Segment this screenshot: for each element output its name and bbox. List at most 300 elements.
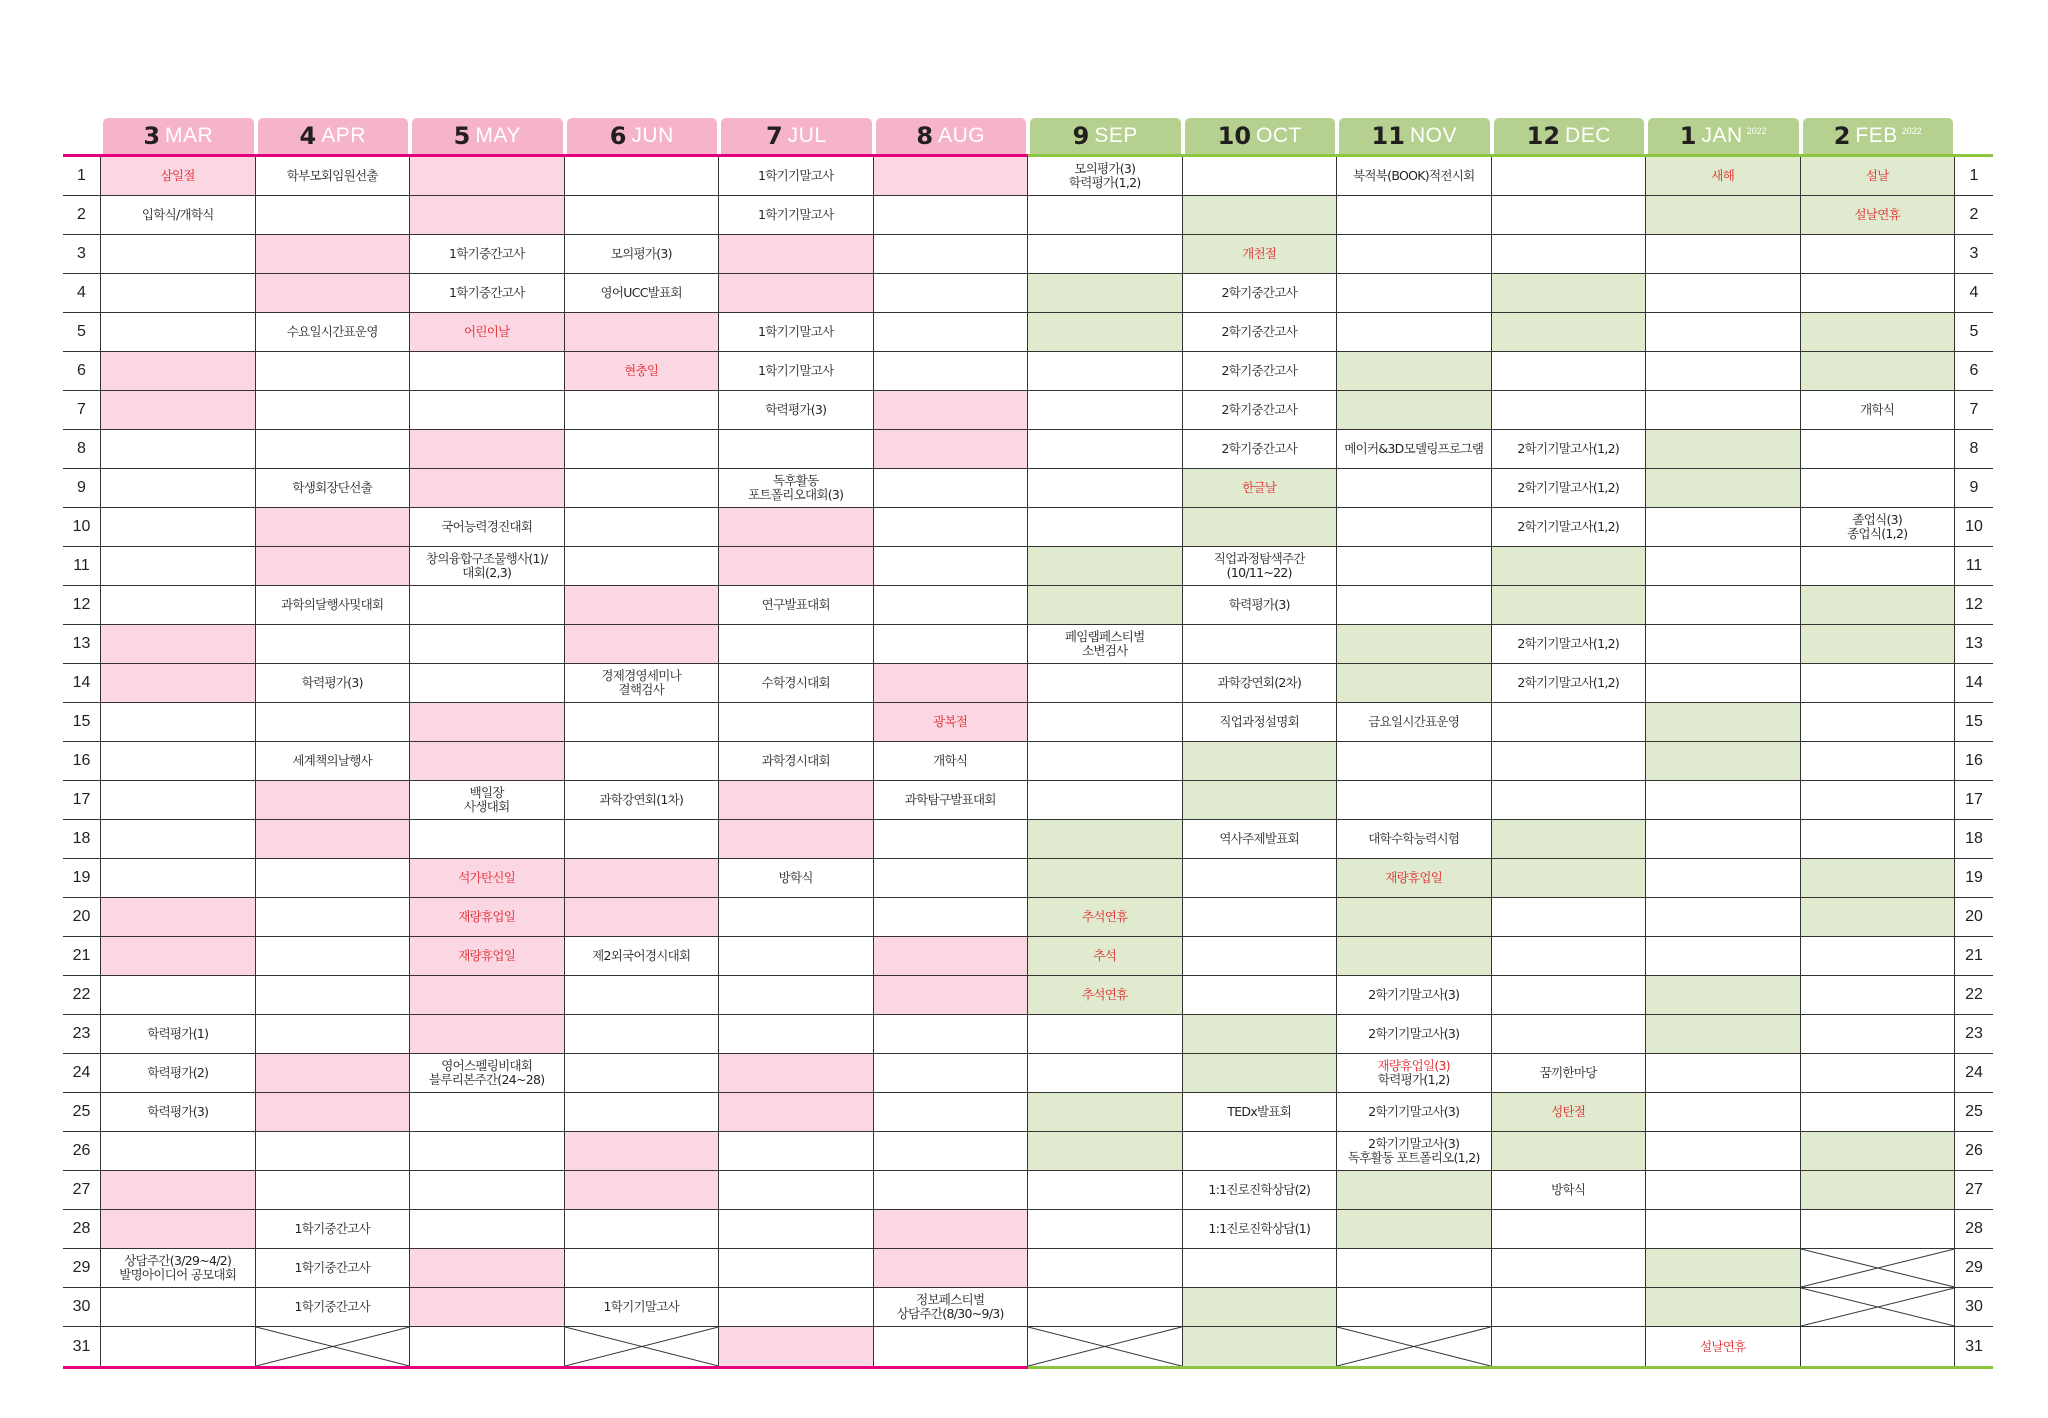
day-cell-may-23 [410, 1015, 565, 1054]
day-cell-sep-23 [1028, 1015, 1183, 1054]
day-cell-jun-3 [565, 235, 720, 274]
event-entry [1711, 169, 1734, 183]
event-entry [762, 598, 830, 612]
day-cell-jul-17 [719, 781, 874, 820]
day-cell-may-21 [410, 937, 565, 976]
day-cell-feb-5 [1801, 313, 1956, 352]
event-entry [294, 1261, 370, 1275]
event-entry [1242, 247, 1276, 261]
day-cell-jun-30 [565, 1288, 720, 1327]
event-label: 1학기중간고사 [448, 285, 525, 300]
day-cell-aug-25 [874, 1093, 1029, 1132]
day-cell-feb-2 [1801, 196, 1956, 235]
day-cell-sep-24 [1028, 1054, 1183, 1093]
day-cell-jun-1 [565, 157, 720, 196]
event-entry [429, 1059, 544, 1087]
day-cell-nov-2 [1337, 196, 1492, 235]
nonexistent-date-cell-feb-29 [1801, 1249, 1956, 1288]
holiday-label: 광복절 [933, 714, 968, 729]
month-abbr: JUN [631, 124, 674, 147]
day-cell-feb-7 [1801, 391, 1956, 430]
day-cell-aug-15 [874, 703, 1029, 742]
event-entry [758, 169, 834, 183]
day-cell-oct-9 [1183, 469, 1338, 508]
month-abbr: JAN [1701, 124, 1743, 147]
day-cell-dec-3 [1492, 235, 1647, 274]
day-cell-dec-18 [1492, 820, 1647, 859]
day-cell-jan-6 [1646, 352, 1801, 391]
day-cell-mar-12 [101, 586, 256, 625]
event-label: 학력평가(3) [765, 402, 827, 417]
event-label: 학생회장단선출 [292, 480, 373, 495]
event-label: 제2외국어경시대회 [592, 948, 691, 963]
day-number-left: 14 [63, 664, 101, 703]
day-cell-nov-5 [1337, 313, 1492, 352]
day-cell-apr-4 [256, 274, 411, 313]
month-abbr: AUG [938, 124, 986, 147]
month-abbr: MAY [475, 124, 521, 147]
day-number-right: 16 [1955, 742, 1993, 781]
holiday-label: 재량휴업일(3) [1377, 1058, 1450, 1073]
day-cell-jun-20 [565, 898, 720, 937]
event-entry [1069, 162, 1141, 190]
day-cell-may-12 [410, 586, 565, 625]
event-label: 1학기중간고사 [294, 1221, 370, 1236]
day-number-right: 30 [1955, 1288, 1993, 1327]
month-tab-dec [1494, 118, 1645, 154]
holiday-label: 설날연휴 [1699, 1338, 1746, 1354]
event-entry [1221, 325, 1297, 339]
day-cell-mar-3 [101, 235, 256, 274]
day-cell-mar-25 [101, 1093, 256, 1132]
day-cell-sep-6 [1028, 352, 1183, 391]
event-label: 1학기기말고사 [757, 207, 834, 222]
day-cell-jun-24 [565, 1054, 720, 1093]
month-number: 11 [1371, 122, 1405, 150]
event-label: 2학기중간고사 [1221, 402, 1297, 417]
day-cell-oct-27 [1183, 1171, 1338, 1210]
day-number-left: 20 [63, 898, 101, 937]
day-cell-mar-15 [101, 703, 256, 742]
day-number-right: 20 [1955, 898, 1993, 937]
day-cell-oct-6 [1183, 352, 1338, 391]
day-number-left: 15 [63, 703, 101, 742]
day-cell-mar-20 [101, 898, 256, 937]
day-cell-dec-31 [1492, 1327, 1647, 1366]
day-cell-apr-16 [256, 742, 411, 781]
event-label: 1:1진로진학상담(1) [1208, 1221, 1311, 1236]
day-cell-may-4 [410, 274, 565, 313]
day-number-left: 6 [63, 352, 101, 391]
holiday-label: 삼일절 [160, 168, 195, 183]
day-cell-sep-1 [1028, 157, 1183, 196]
event-entry [1517, 637, 1619, 651]
day-cell-apr-27 [256, 1171, 411, 1210]
day-cell-jun-6 [565, 352, 720, 391]
day-cell-mar-7 [101, 391, 256, 430]
event-label: 2학기기말고사(3) [1368, 987, 1460, 1002]
event-entry [601, 669, 681, 697]
day-cell-oct-28 [1183, 1210, 1338, 1249]
day-cell-aug-4 [874, 274, 1029, 313]
day-cell-jul-3 [719, 235, 874, 274]
event-entry [1344, 442, 1483, 456]
day-cell-jul-25 [719, 1093, 874, 1132]
event-label: 과학경시대회 [761, 753, 830, 768]
day-cell-aug-13 [874, 625, 1029, 664]
day-cell-aug-16 [874, 742, 1029, 781]
event-label: 학력평가(3) [301, 675, 363, 690]
holiday-label: 추석 [1093, 948, 1117, 963]
day-cell-oct-2 [1183, 196, 1338, 235]
day-cell-nov-1 [1337, 157, 1492, 196]
holiday-label: 한글날 [1242, 480, 1277, 495]
day-cell-oct-17 [1183, 781, 1338, 820]
cross-out-mark [1028, 1327, 1182, 1366]
event-entry [458, 949, 515, 963]
day-cell-jan-10 [1646, 508, 1801, 547]
day-cell-feb-14 [1801, 664, 1956, 703]
day-cell-sep-21 [1028, 937, 1183, 976]
day-cell-dec-9 [1492, 469, 1647, 508]
day-number-right: 10 [1955, 508, 1993, 547]
day-cell-mar-21 [101, 937, 256, 976]
cross-out-mark [565, 1327, 719, 1366]
day-cell-jul-19 [719, 859, 874, 898]
day-cell-nov-10 [1337, 508, 1492, 547]
event-label: 1학기중간고사 [294, 1260, 370, 1275]
event-entry [142, 208, 214, 222]
month-number: 5 [453, 122, 471, 150]
day-number-right: 1 [1955, 157, 1993, 196]
day-cell-aug-9 [874, 469, 1029, 508]
event-label: 2학기기말고사(3) [1368, 1026, 1460, 1041]
event-entry [905, 793, 996, 807]
day-cell-mar-18 [101, 820, 256, 859]
nonexistent-date-cell-sep-31 [1028, 1327, 1183, 1366]
event-entry [758, 208, 834, 222]
day-cell-aug-29 [874, 1249, 1029, 1288]
event-label: 수요일시간표운영 [286, 324, 378, 339]
day-cell-mar-30 [101, 1288, 256, 1327]
day-cell-oct-1 [1183, 157, 1338, 196]
day-cell-apr-11 [256, 547, 411, 586]
day-cell-dec-30 [1492, 1288, 1647, 1327]
month-tab-aug [876, 118, 1027, 154]
day-cell-jul-30 [719, 1288, 874, 1327]
day-number-right: 4 [1955, 274, 1993, 313]
event-label: 직업과정설명회 [1219, 714, 1300, 729]
day-cell-apr-26 [256, 1132, 411, 1171]
day-cell-aug-6 [874, 352, 1029, 391]
day-cell-oct-14 [1183, 664, 1338, 703]
day-cell-nov-8 [1337, 430, 1492, 469]
day-cell-feb-28 [1801, 1210, 1956, 1249]
day-cell-sep-30 [1028, 1288, 1183, 1327]
event-entry [287, 169, 378, 183]
day-cell-jan-19 [1646, 859, 1801, 898]
day-number-left: 8 [63, 430, 101, 469]
month-abbr: APR [321, 124, 366, 147]
event-entry [1517, 442, 1619, 456]
month-tab-nov [1339, 118, 1490, 154]
day-cell-mar-5 [101, 313, 256, 352]
day-number-right: 24 [1955, 1054, 1993, 1093]
event-label: 연구발표대회 [761, 597, 830, 612]
day-cell-jun-4 [565, 274, 720, 313]
day-cell-nov-3 [1337, 235, 1492, 274]
day-cell-jun-22 [565, 976, 720, 1015]
day-cell-may-11 [410, 547, 565, 586]
day-cell-may-1 [410, 157, 565, 196]
day-cell-mar-14 [101, 664, 256, 703]
day-cell-oct-23 [1183, 1015, 1338, 1054]
event-label: 창의융합구조물행사(1)/ [426, 551, 548, 566]
day-cell-nov-28 [1337, 1210, 1492, 1249]
event-entry [458, 871, 515, 885]
day-cell-jan-5 [1646, 313, 1801, 352]
event-label: 학력평가(1) [147, 1026, 209, 1041]
day-cell-mar-31 [101, 1327, 256, 1366]
day-cell-jun-21 [565, 937, 720, 976]
day-cell-nov-15 [1337, 703, 1492, 742]
day-number-right: 25 [1955, 1093, 1993, 1132]
event-label: 1학기기말고사 [757, 168, 834, 183]
day-cell-oct-3 [1183, 235, 1338, 274]
day-cell-aug-22 [874, 976, 1029, 1015]
event-entry [1700, 1340, 1746, 1354]
day-cell-apr-12 [256, 586, 411, 625]
day-cell-feb-10 [1801, 508, 1956, 547]
day-cell-jul-16 [719, 742, 874, 781]
day-cell-jul-15 [719, 703, 874, 742]
day-cell-jul-23 [719, 1015, 874, 1054]
calendar-grid [63, 157, 1993, 1366]
event-entry [1866, 169, 1889, 183]
event-entry [1221, 286, 1297, 300]
event-entry [294, 1222, 370, 1236]
day-cell-jan-13 [1646, 625, 1801, 664]
day-cell-dec-10 [1492, 508, 1647, 547]
header-spacer-left [63, 118, 101, 154]
event-entry [302, 676, 363, 690]
day-cell-oct-8 [1183, 430, 1338, 469]
day-cell-nov-11 [1337, 547, 1492, 586]
day-number-right: 5 [1955, 313, 1993, 352]
day-cell-jan-7 [1646, 391, 1801, 430]
day-cell-may-27 [410, 1171, 565, 1210]
day-cell-jul-8 [719, 430, 874, 469]
event-label: 페임랩페스티벌 [1064, 629, 1145, 644]
day-cell-jan-28 [1646, 1210, 1801, 1249]
day-cell-feb-21 [1801, 937, 1956, 976]
day-cell-feb-20 [1801, 898, 1956, 937]
day-cell-apr-13 [256, 625, 411, 664]
event-label: TEDx발표회 [1227, 1104, 1292, 1119]
day-number-left: 22 [63, 976, 101, 1015]
day-cell-jun-7 [565, 391, 720, 430]
day-cell-oct-11 [1183, 547, 1338, 586]
month-number: 1 [1679, 122, 1697, 150]
event-entry [1219, 832, 1299, 846]
holiday-label: 설날연휴 [1854, 207, 1900, 222]
day-number-right: 29 [1955, 1249, 1993, 1288]
day-cell-oct-13 [1183, 625, 1338, 664]
day-cell-apr-17 [256, 781, 411, 820]
day-cell-jun-9 [565, 469, 720, 508]
day-cell-may-5 [410, 313, 565, 352]
month-abbr: JUL [787, 124, 827, 147]
day-cell-sep-18 [1028, 820, 1183, 859]
event-entry [1348, 1137, 1480, 1165]
day-cell-jul-7 [719, 391, 874, 430]
day-cell-apr-23 [256, 1015, 411, 1054]
day-cell-sep-29 [1028, 1249, 1183, 1288]
event-entry [1368, 715, 1459, 729]
day-cell-apr-15 [256, 703, 411, 742]
event-label: 학력평가(3) [1228, 597, 1290, 612]
event-entry [1854, 208, 1900, 222]
day-cell-mar-11 [101, 547, 256, 586]
event-entry [1847, 513, 1907, 541]
day-cell-jun-28 [565, 1210, 720, 1249]
day-cell-may-15 [410, 703, 565, 742]
day-cell-jan-8 [1646, 430, 1801, 469]
month-tab-oct [1185, 118, 1336, 154]
day-cell-aug-18 [874, 820, 1029, 859]
day-cell-mar-6 [101, 352, 256, 391]
day-cell-jul-11 [719, 547, 874, 586]
event-label: 2학기기말고사(3) [1368, 1136, 1460, 1151]
day-number-right: 17 [1955, 781, 1993, 820]
day-cell-nov-9 [1337, 469, 1492, 508]
day-cell-jul-6 [719, 352, 874, 391]
day-cell-sep-9 [1028, 469, 1183, 508]
day-cell-oct-25 [1183, 1093, 1338, 1132]
event-label: 1학기기말고사 [757, 324, 834, 339]
day-cell-feb-4 [1801, 274, 1956, 313]
day-cell-oct-16 [1183, 742, 1338, 781]
event-entry [458, 910, 515, 924]
event-label: 1학기기말고사 [757, 363, 834, 378]
day-cell-sep-12 [1028, 586, 1183, 625]
event-label: 포트폴리오대회(3) [748, 487, 844, 502]
day-cell-aug-19 [874, 859, 1029, 898]
holiday-label: 현충일 [624, 363, 659, 378]
event-entry [119, 1254, 236, 1282]
day-cell-jun-18 [565, 820, 720, 859]
day-cell-aug-8 [874, 430, 1029, 469]
day-cell-nov-24 [1337, 1054, 1492, 1093]
event-entry [599, 793, 683, 807]
cross-out-mark [1801, 1249, 1955, 1287]
event-entry [1242, 481, 1276, 495]
event-label: 정보페스티벌 [916, 1292, 985, 1307]
month-number: 10 [1217, 122, 1252, 150]
day-cell-apr-9 [256, 469, 411, 508]
event-label: 발명아이디어 공모대회 [119, 1267, 237, 1282]
day-cell-nov-12 [1337, 586, 1492, 625]
day-cell-dec-24 [1492, 1054, 1647, 1093]
day-cell-nov-30 [1337, 1288, 1492, 1327]
day-cell-jan-14 [1646, 664, 1801, 703]
event-entry [592, 949, 690, 963]
event-label: 직업과정탐색주간 [1213, 551, 1305, 566]
day-cell-apr-3 [256, 235, 411, 274]
day-cell-may-22 [410, 976, 565, 1015]
month-number: 7 [765, 122, 783, 150]
event-label: 국어능력경진대회 [441, 519, 533, 534]
event-entry [1551, 1105, 1585, 1119]
day-cell-jan-22 [1646, 976, 1801, 1015]
day-cell-aug-11 [874, 547, 1029, 586]
event-entry [1229, 598, 1290, 612]
event-entry [765, 403, 826, 417]
event-label: 수학경시대회 [761, 675, 830, 690]
day-cell-nov-27 [1337, 1171, 1492, 1210]
day-cell-nov-7 [1337, 391, 1492, 430]
day-cell-dec-11 [1492, 547, 1647, 586]
day-cell-jan-29 [1646, 1249, 1801, 1288]
event-entry [449, 286, 525, 300]
event-label: 1학기기말고사 [603, 1299, 679, 1314]
day-number-left: 19 [63, 859, 101, 898]
nonexistent-date-cell-nov-31 [1337, 1327, 1492, 1366]
day-number-right: 9 [1955, 469, 1993, 508]
day-cell-oct-24 [1183, 1054, 1338, 1093]
day-number-left: 30 [63, 1288, 101, 1327]
day-cell-sep-26 [1028, 1132, 1183, 1171]
day-number-right: 11 [1955, 547, 1993, 586]
day-cell-may-24 [410, 1054, 565, 1093]
academic-calendar [63, 118, 1993, 1369]
day-cell-may-16 [410, 742, 565, 781]
day-cell-jun-10 [565, 508, 720, 547]
day-cell-feb-31 [1801, 1327, 1956, 1366]
event-label: 메이커&3D모델링프로그램 [1344, 441, 1484, 456]
day-cell-aug-12 [874, 586, 1029, 625]
event-label: 1:1진로진학상담(2) [1208, 1182, 1311, 1197]
day-cell-jan-4 [1646, 274, 1801, 313]
event-label: 대학수학능력시험 [1368, 831, 1460, 846]
event-entry [624, 364, 658, 378]
day-cell-jul-18 [719, 820, 874, 859]
day-cell-jun-13 [565, 625, 720, 664]
day-cell-feb-9 [1801, 469, 1956, 508]
event-label: (10/11~22) [1226, 565, 1292, 580]
day-cell-may-20 [410, 898, 565, 937]
day-number-right: 26 [1955, 1132, 1993, 1171]
day-cell-feb-17 [1801, 781, 1956, 820]
day-cell-sep-8 [1028, 430, 1183, 469]
event-label: 2학기중간고사 [1221, 363, 1297, 378]
day-cell-mar-13 [101, 625, 256, 664]
day-cell-jul-10 [719, 508, 874, 547]
day-cell-feb-16 [1801, 742, 1956, 781]
day-cell-feb-25 [1801, 1093, 1956, 1132]
day-cell-jan-27 [1646, 1171, 1801, 1210]
day-cell-nov-26 [1337, 1132, 1492, 1171]
day-cell-feb-27 [1801, 1171, 1956, 1210]
day-cell-nov-14 [1337, 664, 1492, 703]
day-cell-mar-27 [101, 1171, 256, 1210]
event-entry [1378, 1059, 1450, 1087]
day-number-right: 31 [1965, 1337, 1983, 1355]
day-cell-sep-25 [1028, 1093, 1183, 1132]
event-label: 학력평가(1,2) [1377, 1072, 1450, 1087]
day-number-right: 12 [1955, 586, 1993, 625]
day-number-left: 16 [63, 742, 101, 781]
